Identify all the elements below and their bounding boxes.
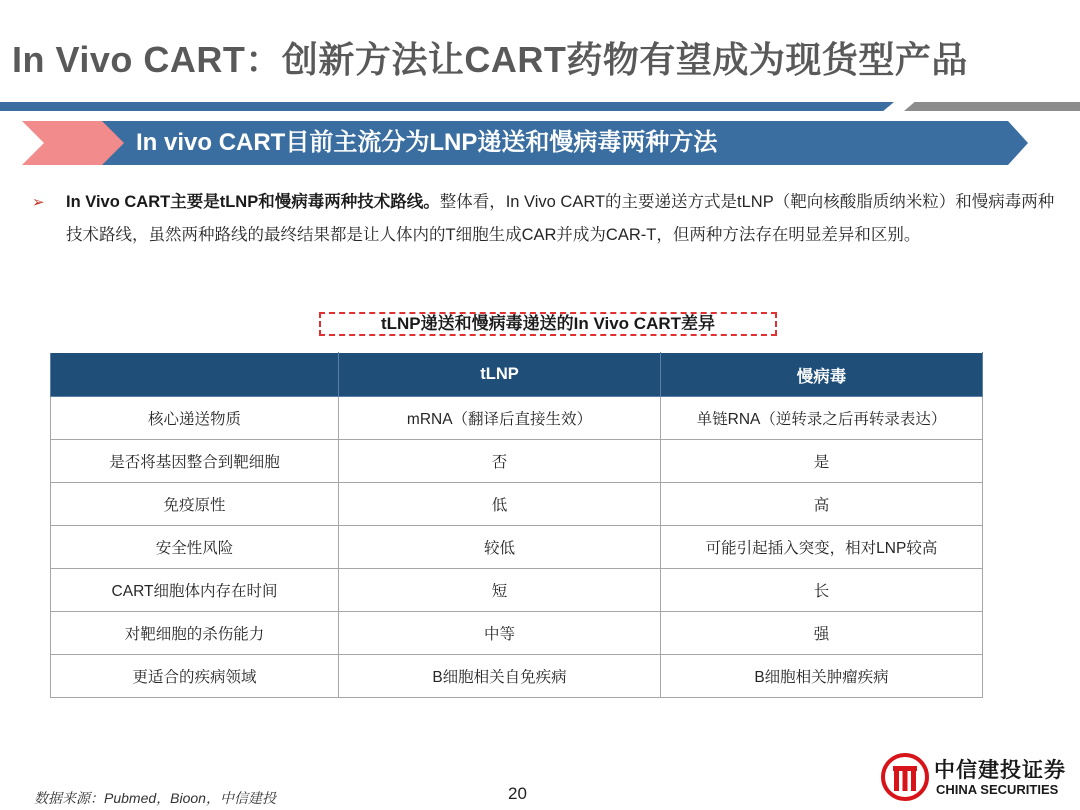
- title-underline-blue: [0, 102, 894, 111]
- page-title: In Vivo CART：创新方法让CART药物有望成为现货型产品: [12, 39, 968, 80]
- header-cell-lentivirus: 慢病毒: [661, 353, 983, 397]
- tlnp-cell: 中等: [339, 612, 661, 655]
- tlnp-cell: 低: [339, 483, 661, 526]
- table-row: [51, 440, 983, 483]
- table-row: [51, 612, 983, 655]
- tlnp-cell: B细胞相关自免疾病: [339, 655, 661, 698]
- arrow-bullet-icon: ➢: [32, 194, 45, 211]
- logo-name-en: CHINA SECURITIES: [936, 782, 1059, 797]
- title-underline-gray: [904, 102, 1080, 111]
- table-row: [51, 526, 983, 569]
- summary-paragraph: [32, 186, 1056, 252]
- lentivirus-cell: 可能引起插入突变，相对LNP较高: [661, 526, 983, 569]
- lentivirus-cell: 单链RNA（逆转录之后再转录表达）: [661, 397, 983, 440]
- tlnp-cell: mRNA（翻译后直接生效）: [339, 397, 661, 440]
- row-label: 对靶细胞的杀伤能力: [51, 612, 339, 655]
- table-caption: tLNP递送和慢病毒递送的In Vivo CART差异: [319, 312, 777, 336]
- comparison-table: [50, 352, 983, 698]
- row-label: CART细胞体内存在时间: [51, 569, 339, 612]
- row-label: 免疫原性: [51, 483, 339, 526]
- banner-heading: In vivo CART目前主流分为LNP递送和慢病毒两种方法: [136, 129, 718, 156]
- row-label: 更适合的疾病领域: [51, 655, 339, 698]
- summary-text: [66, 186, 1056, 252]
- row-label: 安全性风险: [51, 526, 339, 569]
- table-header-row: [51, 353, 983, 397]
- lentivirus-cell: 是: [661, 440, 983, 483]
- citic-emblem-icon: [880, 752, 930, 802]
- row-label: 是否将基因整合到靶细胞: [51, 440, 339, 483]
- table-row: [51, 483, 983, 526]
- lentivirus-cell: B细胞相关肿瘤疾病: [661, 655, 983, 698]
- lentivirus-cell: 强: [661, 612, 983, 655]
- header-cell-tlnp: tLNP: [339, 353, 661, 397]
- table-row: [51, 655, 983, 698]
- header-cell-attribute: [51, 353, 339, 397]
- tlnp-cell: 否: [339, 440, 661, 483]
- company-logo: [880, 752, 1076, 804]
- lentivirus-cell: 长: [661, 569, 983, 612]
- logo-name-cn: 中信建投证券: [934, 759, 1066, 782]
- data-source-note: 数据来源：Pubmed，Bioon，中信建投: [34, 790, 276, 806]
- table-row: [51, 397, 983, 440]
- summary-lead: In Vivo CART主要是tLNP和慢病毒两种技术路线。: [66, 193, 440, 211]
- table-row: [51, 569, 983, 612]
- row-label: 核心递送物质: [51, 397, 339, 440]
- tlnp-cell: 较低: [339, 526, 661, 569]
- page-number: 20: [508, 784, 527, 803]
- lentivirus-cell: 高: [661, 483, 983, 526]
- tlnp-cell: 短: [339, 569, 661, 612]
- summary-body: 整体看，In Vivo CART的主要递送方式是tLNP（靶向核酸脂质纳米粒）和慢病毒两种技术路线，虽然两种路线的最终结果都是让人体内的T细胞生成CAR并成为CAR-T，但两种方法存在明显差异和区别。: [66, 193, 1055, 244]
